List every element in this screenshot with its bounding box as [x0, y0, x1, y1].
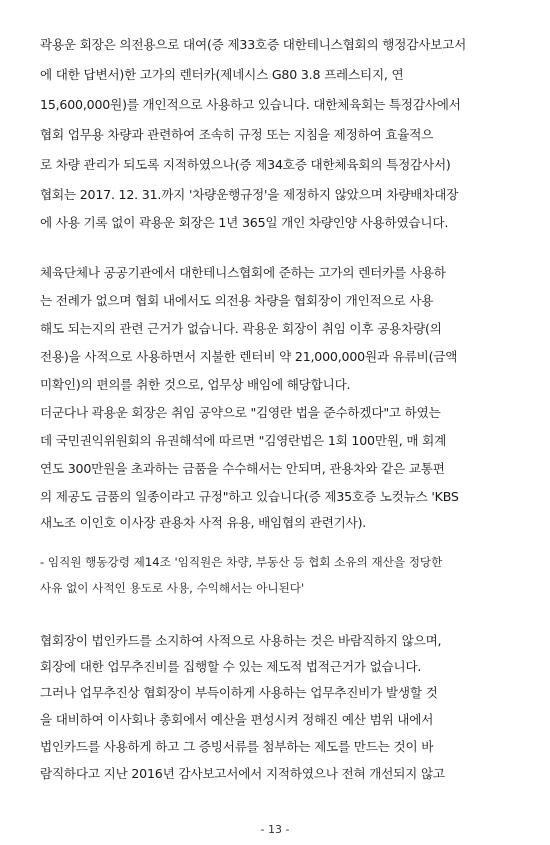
text-line: 에 사용 기록 없이 곽용운 회장은 1년 365일 개인 차량인양 사용하였습니다. [40, 215, 449, 230]
text-line: 더군다나 곽용운 회장은 취임 공약으로 "김영란 법을 준수하겠다"고 하였는 [40, 405, 441, 420]
text-line: 에 대한 답변서)한 고가의 렌터카(제네시스 G80 3.8 프레스티지, 연 [40, 67, 404, 82]
text-line: 협회는 2017. 12. 31.까지 '차량운행규정'을 제정하지 않았으며 차량배차대장 [40, 187, 459, 202]
note-line: 사유 없이 사적인 용도로 사용, 수익해서는 아니된다' [40, 581, 305, 595]
note-line: - 임직원 행동강령 제14조 '임직원은 차량, 부동산 등 협회 소유의 재산을 정당한 [40, 555, 443, 569]
page-number: - 13 - [260, 823, 290, 836]
text-line: 을 대비하여 이사회나 총회에서 예산을 편성시켜 정해진 예산 범위 내에서 [40, 712, 434, 727]
text-line: 해도 되는지의 관련 근거가 없습니다. 곽용운 회장이 취임 이후 공용차량(의 [40, 321, 442, 336]
text-line: 의 제공도 금품의 일종이라고 규정"하고 있습니다(증 제35호증 노컷뉴스 'KBS [40, 489, 459, 504]
text-line: 연도 300만원을 초과하는 금품을 수수해서는 안되며, 관용차와 같은 교통편 [40, 461, 445, 476]
text-line: 곽용운 회장은 의전용으로 대여(증 제33호증 대한테니스협회의 행정감사보고서 [40, 37, 467, 52]
text-line: 는 전례가 없으며 협회 내에서도 의전용 차량을 협회장이 개인적으로 사용 [40, 293, 434, 308]
text-line: 로 차량 관리가 되도록 지적하였으나(증 제34호증 대한체육회의 특정감사서) [40, 157, 451, 172]
text-line: 데 국민권익위원회의 유권해석에 따르면 "김영란법은 1회 100만원, 매 회계 [40, 433, 447, 448]
text-line: 람직하다고 지난 2016년 감사보고서에서 지적하였으나 전혀 개선되지 않고 [40, 766, 445, 781]
text-line: 전용)을 사적으로 사용하면서 지불한 렌터비 약 21,000,000원과 유류비(금액 [40, 349, 458, 364]
text-line: 체육단체나 공공기관에서 대한테니스협회에 준하는 고가의 렌터카를 사용하 [40, 265, 446, 280]
text-line: 법인카드를 사용하게 하고 그 증빙서류를 첨부하는 제도를 만드는 것이 바 [40, 739, 434, 754]
text-line: 15,600,000원)를 개인적으로 사용하고 있습니다. 대한체육회는 특정감사에서 [40, 97, 461, 112]
text-line: 협회장이 법인카드를 소지하여 사적으로 사용하는 것은 바람직하지 않으며, [40, 633, 442, 648]
text-line: 협회 업무용 차량과 관련하여 조속히 규정 또는 지침을 제정하여 효율적으 [40, 127, 434, 142]
text-line: 회장에 대한 업무추진비를 집행할 수 있는 제도적 법적근거가 없습니다. [40, 659, 422, 674]
text-line: 미확인)의 편의를 취한 것으로, 업무상 배임에 해당합니다. [40, 377, 351, 392]
text-line: 그러나 업무추진상 협회장이 부득이하게 사용하는 업무추진비가 발생할 것 [40, 685, 438, 700]
text-line: 새노조 이인호 이사장 관용차 사적 유용, 배임협의 관련기사). [40, 515, 367, 530]
